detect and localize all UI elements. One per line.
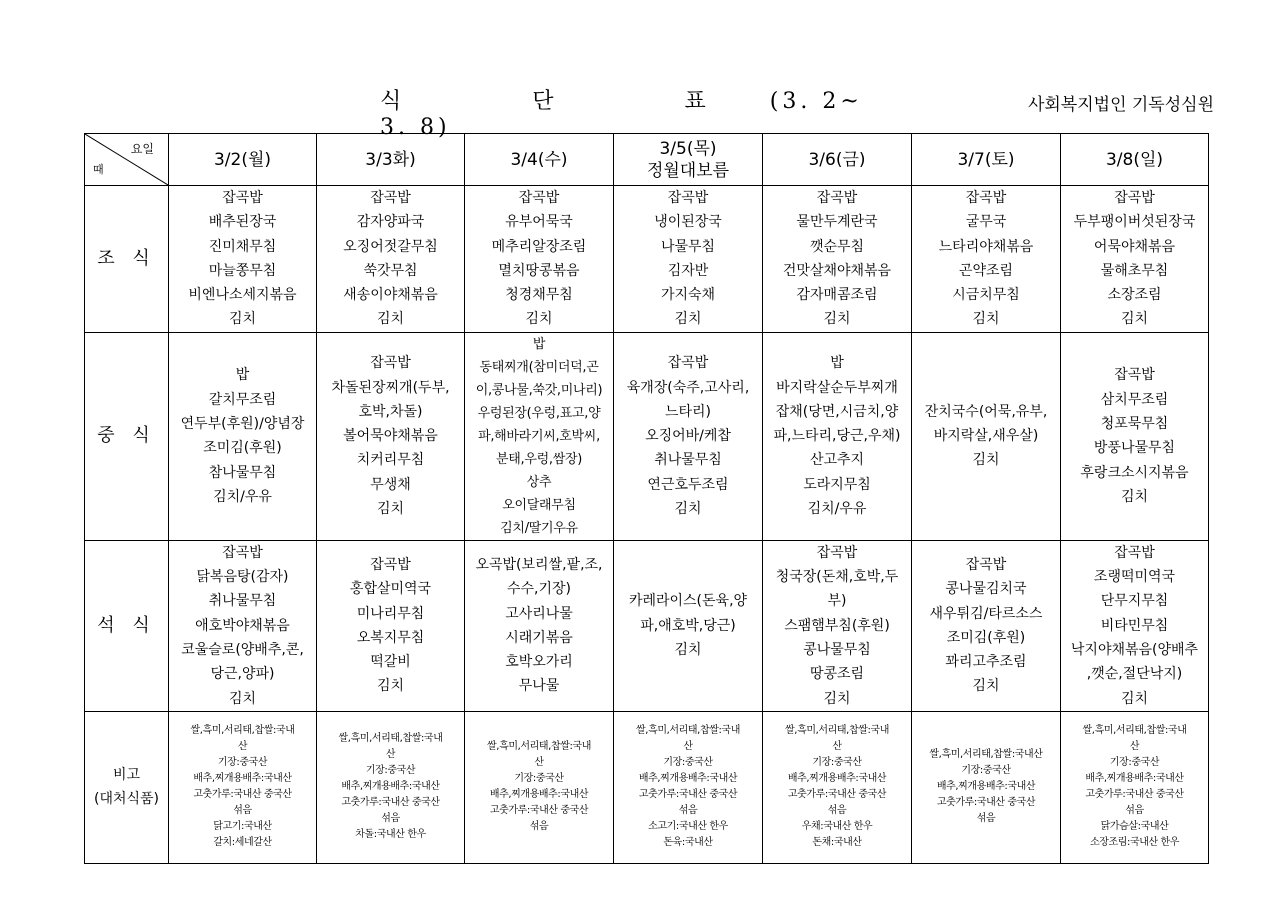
- meal-axis-label: 때: [93, 163, 104, 176]
- day-header: 3/8(일): [1061, 134, 1209, 186]
- origin-line: 섞음: [827, 805, 847, 817]
- menu-item: 삼치무조림: [1100, 391, 1169, 408]
- menu-item: 느타리): [664, 403, 712, 420]
- menu-item: 무생채: [370, 476, 411, 493]
- menu-item: 잡곡밥: [518, 190, 560, 206]
- menu-item: 차돌된장찌개(두부,: [331, 379, 450, 396]
- origin-line: 산: [832, 741, 842, 753]
- menu-item: 코울슬로(양배추,콘,: [181, 641, 304, 658]
- origin-line: 산: [1129, 741, 1140, 753]
- menu-item: 스팸햄부침(후원): [784, 617, 890, 634]
- menu-item: 오징어바/케찹: [645, 428, 731, 445]
- menu-item: 홍합살미역국: [349, 581, 432, 598]
- origin-line: 기장:중국산: [1109, 757, 1160, 769]
- day-header: 3/5(목) 정월대보름: [614, 134, 763, 186]
- menu-item: 김치: [376, 311, 405, 328]
- menu-item: 육개장(숙주,고사리,: [626, 379, 750, 396]
- menu-cell: [912, 332, 1061, 540]
- menu-item: 잡곡밥: [370, 355, 411, 372]
- menu-item: 청국장(돈채,호박,두: [775, 569, 899, 586]
- menu-item: 조미김(후원): [203, 440, 282, 457]
- menu-cell: [1061, 186, 1209, 333]
- menu-item: 건맛살채야채볶음: [782, 262, 892, 279]
- menu-item: 감자양파국: [356, 214, 425, 231]
- origin-note-cell: [465, 711, 614, 863]
- menu-item: 카레라이스(돈육,양: [628, 593, 748, 610]
- origin-line: 소고기:국내산 한우: [648, 821, 728, 833]
- origin-line: 기장:중국산: [514, 773, 564, 785]
- menu-item: 파,느타리,당근,우채): [773, 428, 901, 445]
- menu-item: 김치: [972, 311, 1000, 328]
- menu-item: 방풍나물무침: [1093, 440, 1176, 457]
- menu-cell: [169, 332, 317, 540]
- origin-line: 소장조림:국내산 한우: [1089, 837, 1180, 849]
- menu-item: 도라지무침: [803, 476, 871, 493]
- menu-cell: [1061, 332, 1209, 540]
- menu-item: 김치: [972, 678, 1000, 695]
- origin-note-cell: [1061, 711, 1209, 863]
- day-header: 3/7(토): [912, 134, 1061, 186]
- breakfast-row: [85, 186, 1209, 333]
- menu-item: 김치: [376, 678, 405, 695]
- menu-item: 콩나물김치국: [945, 581, 1027, 598]
- menu-item: 당근,양파): [210, 666, 275, 683]
- weekly-menu-table: [84, 133, 1209, 864]
- menu-item: 깻순무침: [809, 238, 865, 255]
- menu-item: 떡갈비: [370, 654, 411, 671]
- origin-line: 우채:국내산 한우: [801, 821, 873, 833]
- menu-item: 수수,기장): [506, 581, 571, 598]
- origin-line: 고춧가루:국내산 중국산: [489, 805, 589, 817]
- menu-cell: [763, 332, 912, 540]
- menu-item: 갈치무조림: [208, 391, 277, 408]
- diagonal-line: [85, 134, 168, 185]
- origin-line: 기장:중국산: [961, 765, 1011, 777]
- origin-line: 기장:중국산: [365, 765, 416, 777]
- menu-cell: [317, 332, 465, 540]
- origin-line: 배추,찌개용배추:국내산: [1085, 773, 1184, 785]
- menu-item: 감자매콤조림: [796, 287, 878, 304]
- dinner-row: [85, 540, 1209, 711]
- menu-item: 밥: [830, 355, 844, 372]
- origin-line: 고춧가루:국내산 중국산: [1085, 789, 1184, 801]
- menu-item: 두부팽이버섯된장국: [1073, 214, 1196, 231]
- menu-item: 잡곡밥: [370, 190, 411, 206]
- menu-cell: [465, 332, 614, 540]
- origin-line: 기장:중국산: [663, 757, 713, 769]
- menu-item: 느타리야채볶음: [938, 238, 1034, 255]
- origin-line: 갈치:세네갈산: [213, 837, 272, 849]
- lunch-row: [85, 332, 1209, 540]
- origin-note-cell: [169, 711, 317, 863]
- origin-note-cell: [614, 711, 763, 863]
- menu-item: 가지숙채: [660, 287, 716, 304]
- menu-item: 소장조림: [1107, 287, 1162, 304]
- origin-line: 쌀,흑미,서리태,찹쌀:국내: [487, 741, 591, 753]
- menu-item: 조랭떡미역국: [1093, 569, 1176, 586]
- menu-item: 굴무국: [965, 214, 1007, 231]
- organization-name: 사회복지법인 기독성심원: [1027, 95, 1214, 115]
- menu-item: 밥: [235, 367, 250, 384]
- menu-item: 볼어묵야채볶음: [343, 428, 438, 445]
- menu-item: 김치: [228, 690, 257, 707]
- menu-item: 김치: [674, 501, 702, 518]
- menu-item: 청경채무침: [505, 287, 573, 304]
- menu-item: 잡곡밥: [1114, 544, 1155, 561]
- notes-row: [85, 711, 1209, 863]
- origin-note-cell: [763, 711, 912, 863]
- menu-title: [380, 84, 880, 140]
- menu-item: 바지락살,새우살): [933, 428, 1039, 445]
- origin-line: 고춧가루:국내산 중국산: [638, 789, 738, 801]
- day-header: 3/6(금): [763, 134, 912, 186]
- title-text: 식 단 표: [380, 89, 768, 114]
- header-row: [85, 134, 1209, 186]
- menu-item: 잔치국수(어묵,유부,: [924, 403, 1048, 420]
- origin-line: 섞음: [529, 821, 549, 833]
- menu-cell: [912, 540, 1061, 711]
- menu-item: 콩나물무침: [803, 641, 871, 658]
- menu-item: 이,콩나물,쑥갓,미나리): [475, 382, 603, 398]
- origin-line: 섞음: [976, 813, 996, 825]
- menu-item: 잡곡밥: [667, 355, 709, 372]
- menu-cell: [614, 186, 763, 333]
- menu-item: 비타민무침: [1100, 617, 1169, 634]
- menu-item: 청포묵무침: [1100, 415, 1169, 432]
- menu-item: 잡곡밥: [222, 544, 263, 561]
- menu-cell: [169, 186, 317, 333]
- menu-item: 잡곡밥: [1114, 190, 1155, 206]
- origin-line: 고춧가루:국내산 중국산: [787, 789, 887, 801]
- menu-item: 잡곡밥: [816, 544, 858, 561]
- menu-item: 조미김(후원): [946, 629, 1026, 646]
- menu-item: 물만두계란국: [796, 214, 878, 231]
- menu-item: 오곡밥(보리쌀,팥,조,: [475, 556, 603, 573]
- menu-cell: [1061, 540, 1209, 711]
- menu-item: 호박오가리: [505, 654, 573, 671]
- origin-line: 산: [683, 741, 693, 753]
- origin-line: 쌀,흑미,서리태,찹쌀:국내: [338, 733, 443, 745]
- menu-item: 산고추지: [809, 452, 865, 469]
- menu-item: 김치: [376, 501, 405, 518]
- origin-line: 고춧가루:국내산 중국산: [193, 789, 292, 801]
- menu-item: 김치: [823, 690, 851, 707]
- meal-label: 중 식: [85, 332, 169, 540]
- menu-item: 김치/우유: [807, 501, 867, 518]
- origin-line: 쌀,흑미,서리태,찹쌀:국내: [636, 725, 740, 737]
- menu-item: 잡곡밥: [370, 556, 411, 573]
- menu-item: 김치: [1120, 488, 1149, 505]
- menu-item: 시래기볶음: [505, 629, 573, 646]
- menu-item: 김자반: [667, 262, 709, 279]
- origin-line: 산: [237, 741, 248, 753]
- menu-cell: [465, 186, 614, 333]
- menu-item: 땅콩조림: [809, 666, 865, 683]
- menu-item: 마늘쫑무침: [208, 262, 277, 279]
- menu-item: 비엔나소세지볶음: [188, 287, 297, 304]
- menu-item: 우렁된장(우렁,표고,양: [477, 405, 601, 421]
- origin-line: 고춧가루:국내산 중국산: [341, 797, 440, 809]
- origin-line: 쌀,흑미,서리태,찹쌀:국내: [1082, 725, 1187, 737]
- menu-item: 진미채무침: [208, 238, 277, 255]
- menu-item: 잡곡밥: [965, 556, 1007, 573]
- menu-item: 호박,차돌): [358, 403, 423, 420]
- menu-item: 단무지무침: [1100, 593, 1169, 610]
- menu-item: 나물무침: [660, 238, 716, 255]
- menu-item: 김치: [972, 452, 1000, 469]
- origin-line: 배추,찌개용배추:국내산: [341, 781, 440, 793]
- origin-line: 배추,찌개용배추:국내산: [638, 773, 738, 785]
- menu-item: 냉이된장국: [654, 214, 722, 231]
- menu-item: 잡곡밥: [1114, 367, 1155, 384]
- menu-item: 취나물무침: [654, 452, 722, 469]
- date-range: (3. 2~ 3. 8): [380, 89, 863, 140]
- origin-line: 차돌:국내산 한우: [355, 829, 426, 841]
- menu-item: 동태찌개(참미더덕,곤: [479, 359, 599, 375]
- menu-item: 김치: [674, 641, 702, 658]
- menu-item: ,깻순,절단낙지): [1086, 666, 1183, 683]
- menu-item: 김치: [1120, 311, 1149, 328]
- menu-item: 꽈리고추조림: [945, 654, 1027, 671]
- menu-item: 새송이야채볶음: [343, 287, 438, 304]
- origin-line: 돈채:국내산: [812, 837, 862, 849]
- menu-item: 밥: [532, 336, 546, 352]
- menu-item: 쑥갓무침: [363, 262, 418, 279]
- menu-item: 멸치땅콩볶음: [498, 262, 580, 279]
- menu-item: 김치: [228, 311, 257, 328]
- menu-item: 배추된장국: [208, 214, 277, 231]
- origin-line: 닭가슴살:국내산: [1100, 821, 1169, 833]
- menu-item: 고사리나물: [505, 605, 573, 622]
- menu-item: 상추: [526, 474, 552, 490]
- menu-item: 부): [827, 593, 847, 610]
- origin-note-cell: [317, 711, 465, 863]
- menu-item: 후랑크소시지볶음: [1080, 464, 1189, 481]
- origin-line: 산: [534, 757, 544, 769]
- menu-item: 연근호두조림: [647, 476, 729, 493]
- menu-cell: [763, 540, 912, 711]
- origin-line: 쌀,흑미,서리태,찹쌀:국내: [785, 725, 889, 737]
- menu-item: 바지락살순두부찌개: [776, 379, 898, 396]
- menu-item: 파,해바라기씨,호박씨,: [478, 428, 600, 444]
- day-axis-label: 요일: [130, 142, 154, 156]
- meal-label: 조 식: [85, 186, 169, 333]
- menu-item: 오징어젓갈무침: [343, 238, 438, 255]
- menu-item: 잡곡밥: [965, 190, 1007, 206]
- menu-item: 오이달래무침: [502, 497, 576, 513]
- menu-cell: [614, 540, 763, 711]
- origin-line: 닭고기:국내산: [213, 821, 272, 833]
- menu-item: 취나물무침: [208, 593, 277, 610]
- menu-item: 유부어묵국: [505, 214, 573, 231]
- origin-line: 기장:중국산: [812, 757, 862, 769]
- corner-cell: [85, 134, 169, 186]
- menu-item: 참나물무침: [208, 464, 277, 481]
- menu-item: 무나물: [518, 678, 560, 695]
- menu-item: 시금치무침: [952, 287, 1020, 304]
- meal-label: 석 식: [85, 540, 169, 711]
- origin-line: 기장:중국산: [217, 757, 268, 769]
- day-header: 3/4(수): [465, 134, 614, 186]
- menu-cell: [317, 540, 465, 711]
- menu-item: 김치: [525, 311, 553, 328]
- origin-line: 배추,찌개용배추:국내산: [936, 781, 1036, 793]
- day-header: 3/2(월): [169, 134, 317, 186]
- menu-item: 닭복음탕(감자): [196, 569, 289, 586]
- menu-cell: [317, 186, 465, 333]
- origin-line: 쌀,흑미,서리태,찹쌀:국내: [190, 725, 295, 737]
- origin-line: 고춧가루:국내산 중국산: [936, 797, 1036, 809]
- menu-item: 오복지무침: [356, 629, 425, 646]
- origin-line: 섞음: [678, 805, 698, 817]
- menu-item: 미나리무침: [356, 605, 425, 622]
- menu-item: 물해초무침: [1100, 262, 1169, 279]
- origin-line: 섞음: [233, 805, 252, 817]
- menu-item: 잡곡밥: [667, 190, 709, 206]
- origin-line: 쌀,흑미,서리태,찹쌀:국내산: [929, 749, 1043, 761]
- menu-item: 새우튀김/타르소스: [929, 605, 1043, 622]
- menu-item: 김치/우유: [213, 488, 272, 505]
- origin-line: 배추,찌개용배추:국내산: [489, 789, 589, 801]
- menu-cell: [169, 540, 317, 711]
- menu-item: 잡곡밥: [222, 190, 263, 206]
- menu-item: 치커리무침: [356, 452, 425, 469]
- menu-item: 분태,우렁,쌈장): [496, 451, 582, 467]
- origin-line: 섞음: [381, 813, 400, 825]
- menu-item: 낙지야채볶음(양배추: [1070, 641, 1199, 658]
- menu-item: 잡곡밥: [816, 190, 858, 206]
- origin-note-cell: [912, 711, 1061, 863]
- day-header: 3/3화): [317, 134, 465, 186]
- origin-line: 배추,찌개용배추:국내산: [787, 773, 887, 785]
- origin-line: 배추,찌개용배추:국내산: [193, 773, 292, 785]
- menu-cell: [465, 540, 614, 711]
- menu-cell: [614, 332, 763, 540]
- meal-label: 비고 (대처식품): [85, 711, 169, 863]
- menu-item: 곤약조림: [958, 262, 1014, 279]
- origin-line: 돈육:국내산: [663, 837, 713, 849]
- menu-item: 메추리알장조림: [491, 238, 587, 255]
- menu-item: 연두부(후원)/양념장: [180, 415, 305, 432]
- menu-cell: [912, 186, 1061, 333]
- origin-line: 산: [385, 749, 396, 761]
- origin-line: 섞음: [1125, 805, 1144, 817]
- menu-cell: [763, 186, 912, 333]
- menu-item: 잡채(당면,시금치,양: [775, 403, 899, 420]
- menu-item: 김치: [674, 311, 702, 328]
- menu-item: 어묵야채볶음: [1093, 238, 1176, 255]
- menu-item: 김치: [1120, 690, 1149, 707]
- menu-item: 김치/딸기우유: [500, 520, 578, 536]
- menu-item: 김치: [823, 311, 851, 328]
- menu-item: 파,애호박,당근): [640, 617, 736, 634]
- menu-item: 애호박야채볶음: [195, 617, 290, 634]
